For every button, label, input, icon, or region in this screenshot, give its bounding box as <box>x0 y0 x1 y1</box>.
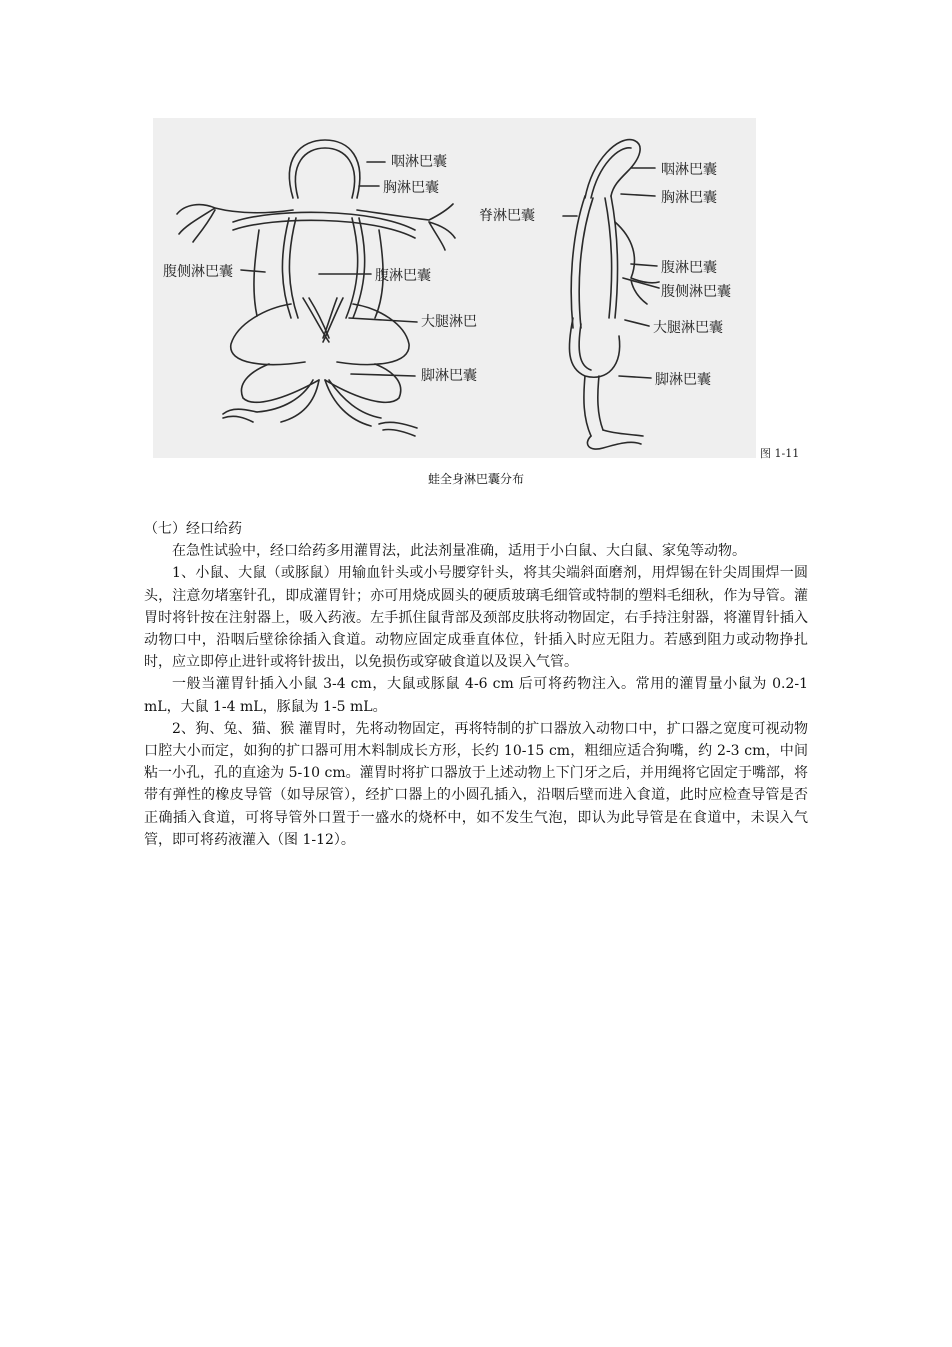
paragraph: 1、小鼠、大鼠（或豚鼠）用输血针头或小号腰穿针头，将其尖端斜面磨剂，用焊锡在针尖周围焊一圆头，注意勿堵塞针孔，即成灌胃针；亦可用烧成圆头的硬质玻璃毛细管或特制的塑料毛细秋，作为导管。灌胃时将针按在注射器上，吸入药液。左手抓住鼠背部及颈部皮肤将动物固定，右手持注射器，将灌胃针插入动物口中，沿咽后壁徐徐插入食道。动物应固定成垂直体位，针插入时应无阻力。若感到阻力或动物挣扎时，应立即停止进针或将针拔出，以免损伤或穿破食道以及误入气管。 <box>144 565 808 671</box>
frog-lymph-figure <box>153 118 756 458</box>
frog-lateral-drawing <box>569 140 659 450</box>
left-label-abdominal: 腹淋巴囊 <box>375 268 431 284</box>
right-label-foot: 脚淋巴囊 <box>655 372 711 388</box>
figure-number: 图 1-11 <box>760 447 800 460</box>
frog-lymph-diagram <box>153 118 756 458</box>
right-label-pharyngeal: 咽淋巴囊 <box>661 162 717 178</box>
right-label-lateral-abdominal: 腹侧淋巴囊 <box>661 284 731 300</box>
section-heading: （七）经口给药 <box>144 521 242 537</box>
left-label-pharyngeal: 咽淋巴囊 <box>391 154 447 170</box>
left-label-thoracic: 胸淋巴囊 <box>383 180 439 196</box>
left-label-foot: 脚淋巴囊 <box>421 368 477 384</box>
body-text <box>144 518 808 851</box>
right-label-abdominal: 腹淋巴囊 <box>661 260 717 276</box>
figure-caption: 蛙全身淋巴囊分布 <box>427 472 524 486</box>
paragraph: 一般当灌胃针插入小鼠 3-4 cm，大鼠或豚鼠 4-6 cm 后可将药物注入。常用的灌胃量小鼠为 0.2-1 mL，大鼠 1-4 mL，豚鼠为 1-5 mL。 <box>144 676 808 715</box>
paragraph: 2、狗、兔、猫、猴 灌胃时，先将动物固定，再将特制的扩口器放入动物口中，扩口器之宽度可视动物口腔大小而定，如狗的扩口器可用木料制成长方形，长约 10-15 cm，粗细应适合狗嘴，约 2-3 cm，中间粘一小孔，孔的直途为 5-10 cm。灌胃时将扩口器放于上述动物上下门牙之后，并用绳将它固定于嘴部，将带有弹性的橡皮导管（如导尿管），经扩口器上的小圆孔插入，沿咽后壁而进入食道，此时应检查导管是否正确插入食道，可将导管外口置于一盛水的烧杯中，如不发生气泡，即认为此导管是在食道中，未误入气管，即可将药液灌入（图 1-12）。 <box>144 720 808 848</box>
paragraph: 在急性试验中，经口给药多用灌胃法，此法剂量准确，适用于小白鼠、大白鼠、家兔等动物。 <box>172 543 746 560</box>
left-label-lateral-abdominal: 腹侧淋巴囊 <box>163 264 233 280</box>
right-label-dorsal: 脊淋巴囊 <box>479 208 535 224</box>
left-label-thigh: 大腿淋巴 <box>421 314 477 330</box>
right-label-thoracic: 胸淋巴囊 <box>661 190 717 206</box>
right-label-thigh: 大腿淋巴囊 <box>653 320 723 336</box>
